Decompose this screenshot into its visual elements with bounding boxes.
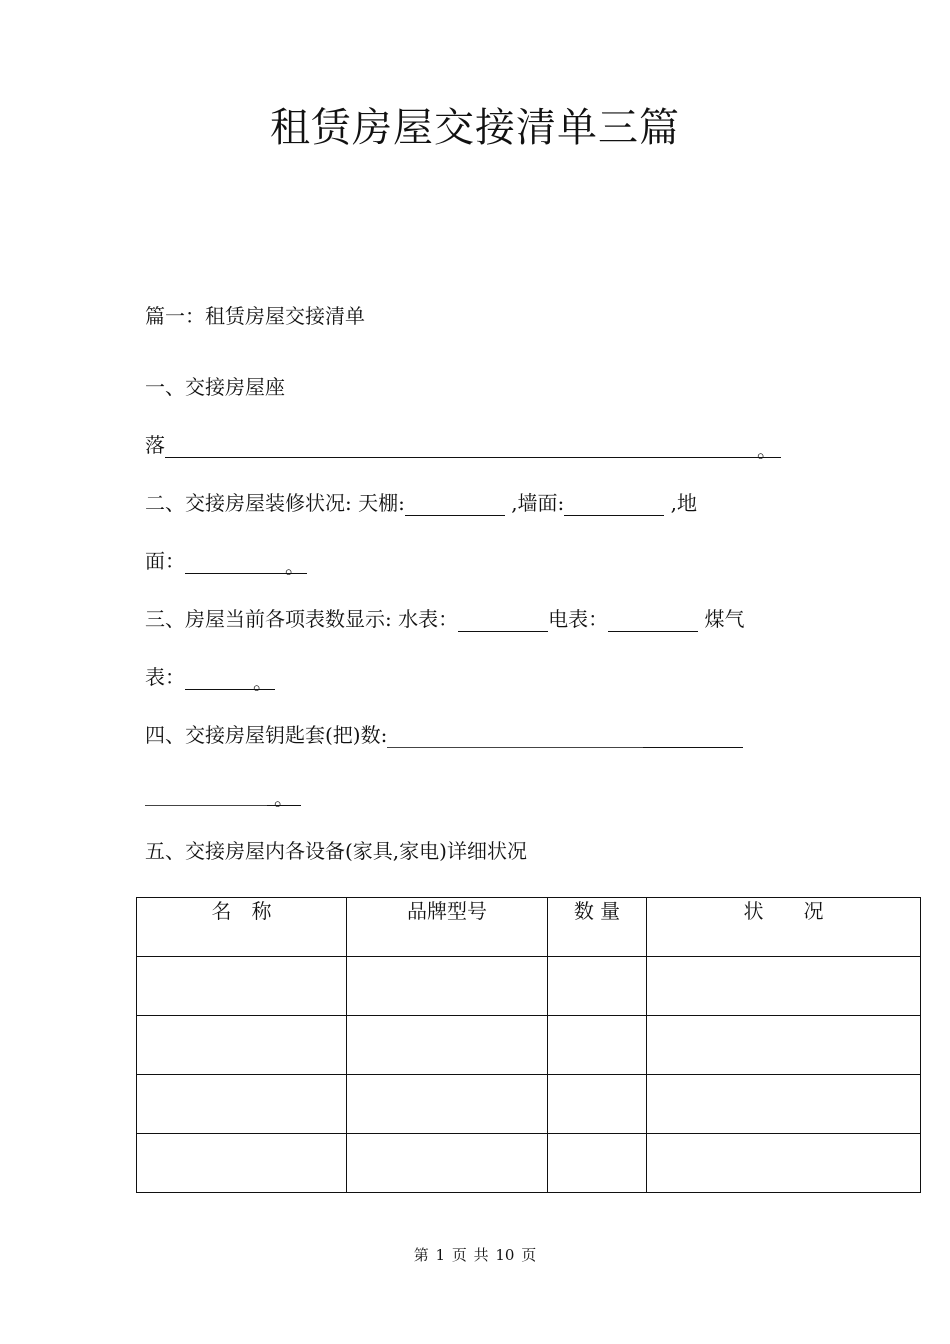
table-row <box>137 1134 921 1193</box>
wall-blank[interactable] <box>564 495 664 516</box>
item2-line <box>145 490 697 516</box>
item1-label: 一、交接房屋座 <box>145 375 285 399</box>
item3-end: 。 <box>253 670 273 694</box>
table-row <box>137 957 921 1016</box>
table-cell[interactable] <box>347 1016 548 1075</box>
table-row <box>137 1016 921 1075</box>
table-cell[interactable] <box>137 1134 347 1193</box>
table-cell[interactable] <box>548 1134 647 1193</box>
ceiling-blank[interactable] <box>405 495 505 516</box>
table-cell[interactable] <box>548 957 647 1016</box>
item5-label: 五、交接房屋内各设备(家具,家电)详细状况 <box>145 839 527 863</box>
item4-label: 四、交接房屋钥匙套(把)数: <box>145 723 388 747</box>
table-header-row <box>137 898 921 957</box>
table-cell[interactable] <box>647 1075 921 1134</box>
address-blank[interactable] <box>165 437 753 458</box>
item1-line <box>145 432 781 462</box>
item4-end: 。 <box>267 785 301 806</box>
table-cell[interactable] <box>347 1075 548 1134</box>
table-cell[interactable] <box>347 1134 548 1193</box>
table-row <box>137 1075 921 1134</box>
item2-line2 <box>145 548 307 578</box>
item2-end: 。 <box>285 554 305 578</box>
header-condition: 状 况 <box>647 898 921 957</box>
header-quantity: 数 量 <box>548 898 647 957</box>
gas-meter-blank[interactable] <box>185 669 253 690</box>
section-heading: 篇一：租赁房屋交接清单 <box>145 304 365 328</box>
page-footer: 第 1 页 共 10 页 <box>413 1246 537 1264</box>
keys-blank-cont[interactable] <box>643 727 743 748</box>
table-cell[interactable] <box>137 957 347 1016</box>
header-brand-model: 品牌型号 <box>347 898 548 957</box>
floor-label-cont: 面： <box>145 549 185 573</box>
table-cell[interactable] <box>137 1016 347 1075</box>
item4-line2 <box>145 780 301 810</box>
item3-line2 <box>145 664 275 694</box>
header-name: 名 称 <box>137 898 347 957</box>
keys-blank[interactable] <box>387 727 643 748</box>
item3-line <box>145 606 744 632</box>
item1-label-cont: 落 <box>145 433 165 457</box>
table-cell[interactable] <box>548 1016 647 1075</box>
item3-label: 三、房屋当前各项表数显示: 水表： <box>145 607 459 631</box>
equipment-table <box>136 897 921 1193</box>
table-cell[interactable] <box>548 1075 647 1134</box>
document-title: 租赁房屋交接清单三篇 <box>270 105 680 151</box>
table-cell[interactable] <box>647 1134 921 1193</box>
table-cell[interactable] <box>647 1016 921 1075</box>
floor-label: ,地 <box>670 491 698 515</box>
water-meter-blank[interactable] <box>458 611 548 632</box>
electric-meter-blank[interactable] <box>608 611 698 632</box>
table-cell[interactable] <box>347 957 548 1016</box>
keys-blank-2[interactable] <box>145 785 267 806</box>
electric-label: 电表： <box>548 607 609 631</box>
table-cell[interactable] <box>647 957 921 1016</box>
gas-label-cont: 表： <box>145 665 185 689</box>
wall-label: ,墙面: <box>511 491 565 515</box>
table-cell[interactable] <box>137 1075 347 1134</box>
item4-line <box>145 722 743 748</box>
item1-end: 。 <box>753 437 781 458</box>
item2-label: 二、交接房屋装修状况: 天棚: <box>145 491 405 515</box>
gas-label: 煤气 <box>704 607 745 631</box>
floor-blank[interactable] <box>185 553 285 574</box>
